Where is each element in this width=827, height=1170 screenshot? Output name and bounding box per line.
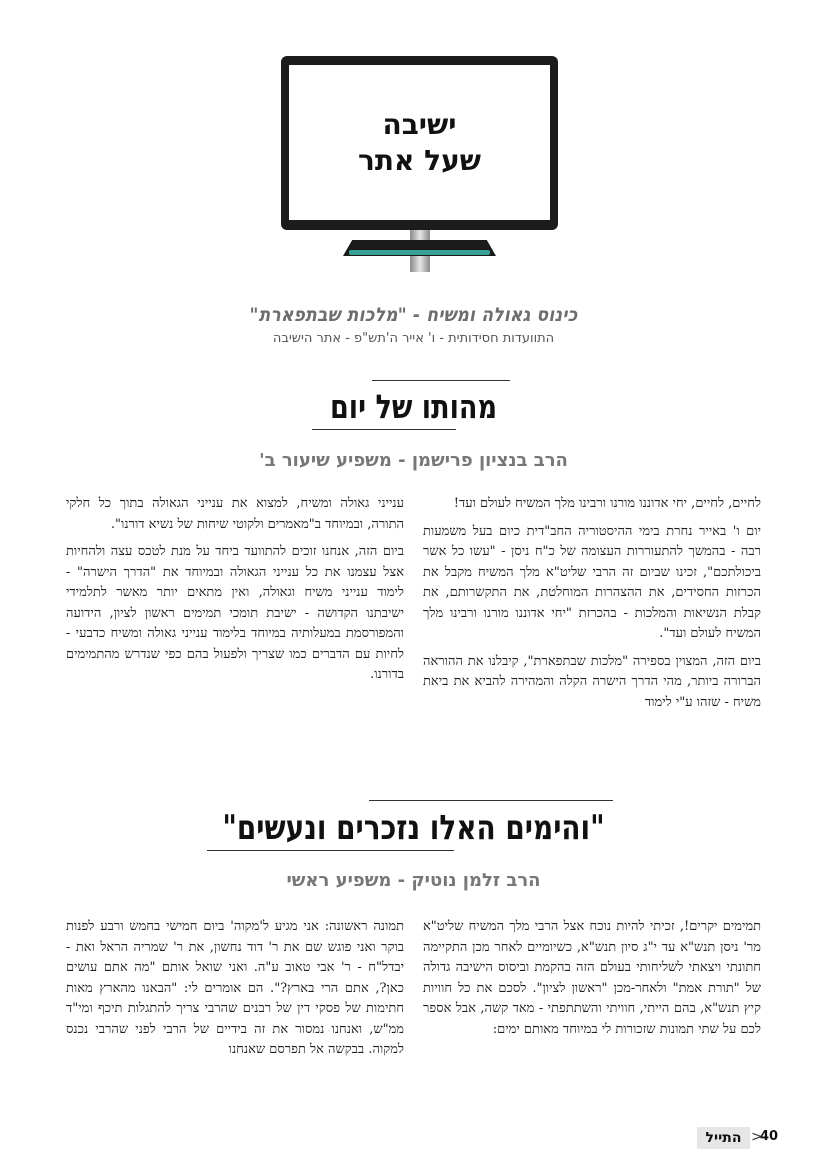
article1-left-column (66, 494, 404, 693)
magazine-logo (697, 1127, 750, 1149)
article1-paragraph: לחיים, לחיים, יחי אדוננו מורנו ורבינו מלך המשיח לעולם ועד! (453, 496, 761, 511)
kinus-subtitle: התוועדות חסידותית - ו' אייר ה'תש"פ - אתר הישיבה (272, 331, 555, 346)
title2-top-rule (369, 800, 613, 801)
article1-paragraph: ענייני גאולה ומשיח, למצוא את ענייני הגאולה בתוך כל חלקי התורה, ובמיוחד ב"מאמרים ולקוטי שיחות של נשיא דורנו". (66, 496, 404, 532)
article1-right-column (423, 494, 761, 720)
kinus-title: כינוס גאולה ומשיח - "מלכות שבתפארת" (249, 304, 578, 326)
article2-paragraph: תמונה ראשונה: אני מגיע ל'מקוה' ביום חמישי בחמש ורבע לפנות בוקר ואני פוגש שם את ר' דוד נחשון, את ר' שמריה הראל ואת - יבדל"ח - ר' אבי טאוב ע"ה. ואני שואל אותם "מה אתם עושים כאן?, אתם הרי בארץ?". הם אומרים לי: "הבאנו מהארץ מאות חתימות של פסקי דין של רבנים שהרבי צריך להתגלות תיכף ומי"ד ממ"ש, ואנחנו נמסור את זה בידיים של הרבי לפני שהרבי נכנס למקוה. בבקשה אל תפרסם שאנחנו (66, 919, 404, 1057)
article2-right-column (423, 917, 761, 1047)
article2-author: הרב זלמן נוטיק - משפיע ראשי (286, 870, 541, 891)
article2-title: "והימים האלו נזכרים ונעשים" (222, 808, 605, 848)
page-number: 40 (760, 1129, 779, 1144)
article1-paragraph: יום ו' באייר נחרת בימי ההיסטוריה החב"דית כיום בעל משמעות רבה - בהמשך להתעוררות העצומה של כ"ח ניסן - "עשו כל אשר ביכולתכם", זכינו שביום זה הרבי שליט"א מלך המשיח מקבל את הכרזות החסידים, את ההצהרות המוחלטת, את התקשרותם, את קבלת הנשיאות והמלכות - בהכרזת "יחי אדוננו מורנו ורבינו מלך המשיח לעולם ועד". (423, 523, 761, 641)
article2-paragraph: תמימים יקרים!, זכיתי להיות נוכח אצל הרבי מלך המשיח שליט"א מר' ניסן תנש"א עד י"ג סיון תנש"א, כשיומיים לאחר מכן התקיימה חתונתי ויצאתי לשליחותי בעולם הזה בהקמת וביסוס הישיבה גדולה של "תורת אמת" ולאחר-מכן "ראשון לציון". לסכם את כל חוויות קיץ תנש"א, בהם הייתי, חוויתי והשתתפתי - מאד קשה, אבל אספר לכם על שתי תמונות שזכורות לי במיוחד מאותם ימים: (423, 919, 761, 1037)
article1-author: הרב בנציון פרישמן - משפיע שיעור ב' (259, 450, 568, 471)
monitor-base-highlight (349, 250, 490, 255)
page-arrow: > (751, 1129, 763, 1145)
monitor-title-line1: ישיבה (382, 107, 457, 141)
title1-bottom-rule (312, 429, 456, 430)
monitor-screen-frame (281, 56, 558, 230)
title1-top-rule (372, 380, 510, 381)
article2-left-column (66, 917, 404, 1068)
article1-paragraph: ביום הזה, המצוין בספירה "מלכות שבתפארת", קיבלנו את ההוראה הברורה ביותר, מהי הדרך הישרה הקלה והמהירה להביא את ביאת משיח - שזהו ע"י לימוד (423, 653, 761, 710)
monitor-screen (289, 65, 550, 220)
monitor-title-line2: שעל אתר (358, 143, 481, 177)
magazine-logo-text: התייל (705, 1130, 742, 1146)
article1-title: מהותו של יום (329, 387, 498, 426)
title2-bottom-rule (207, 850, 454, 851)
article1-paragraph: ביום הזה, אנחנו זוכים להתוועד ביחד על מנת לטכס עצה ולהחיות אצל עצמנו את כל ענייני הגאולה ובמיוחד את "הדרך הישרה" - לימוד ענייני משיח וגאולה, ואין מתאים יותר מאשר לתלמידי ישיבתנו הקדושה - ישיבת תומכי תמימים ראשון לציון, הידועה והמפורסמת במעלותיה במיוחד בלימוד ענייני גאולה ומשיח כדבעי - לחיות עם הדברים כמו שצריך ולפעול בהם כפי שנדרש מהתמימים בדורנו. (66, 544, 404, 682)
monitor-graphic (281, 56, 558, 255)
